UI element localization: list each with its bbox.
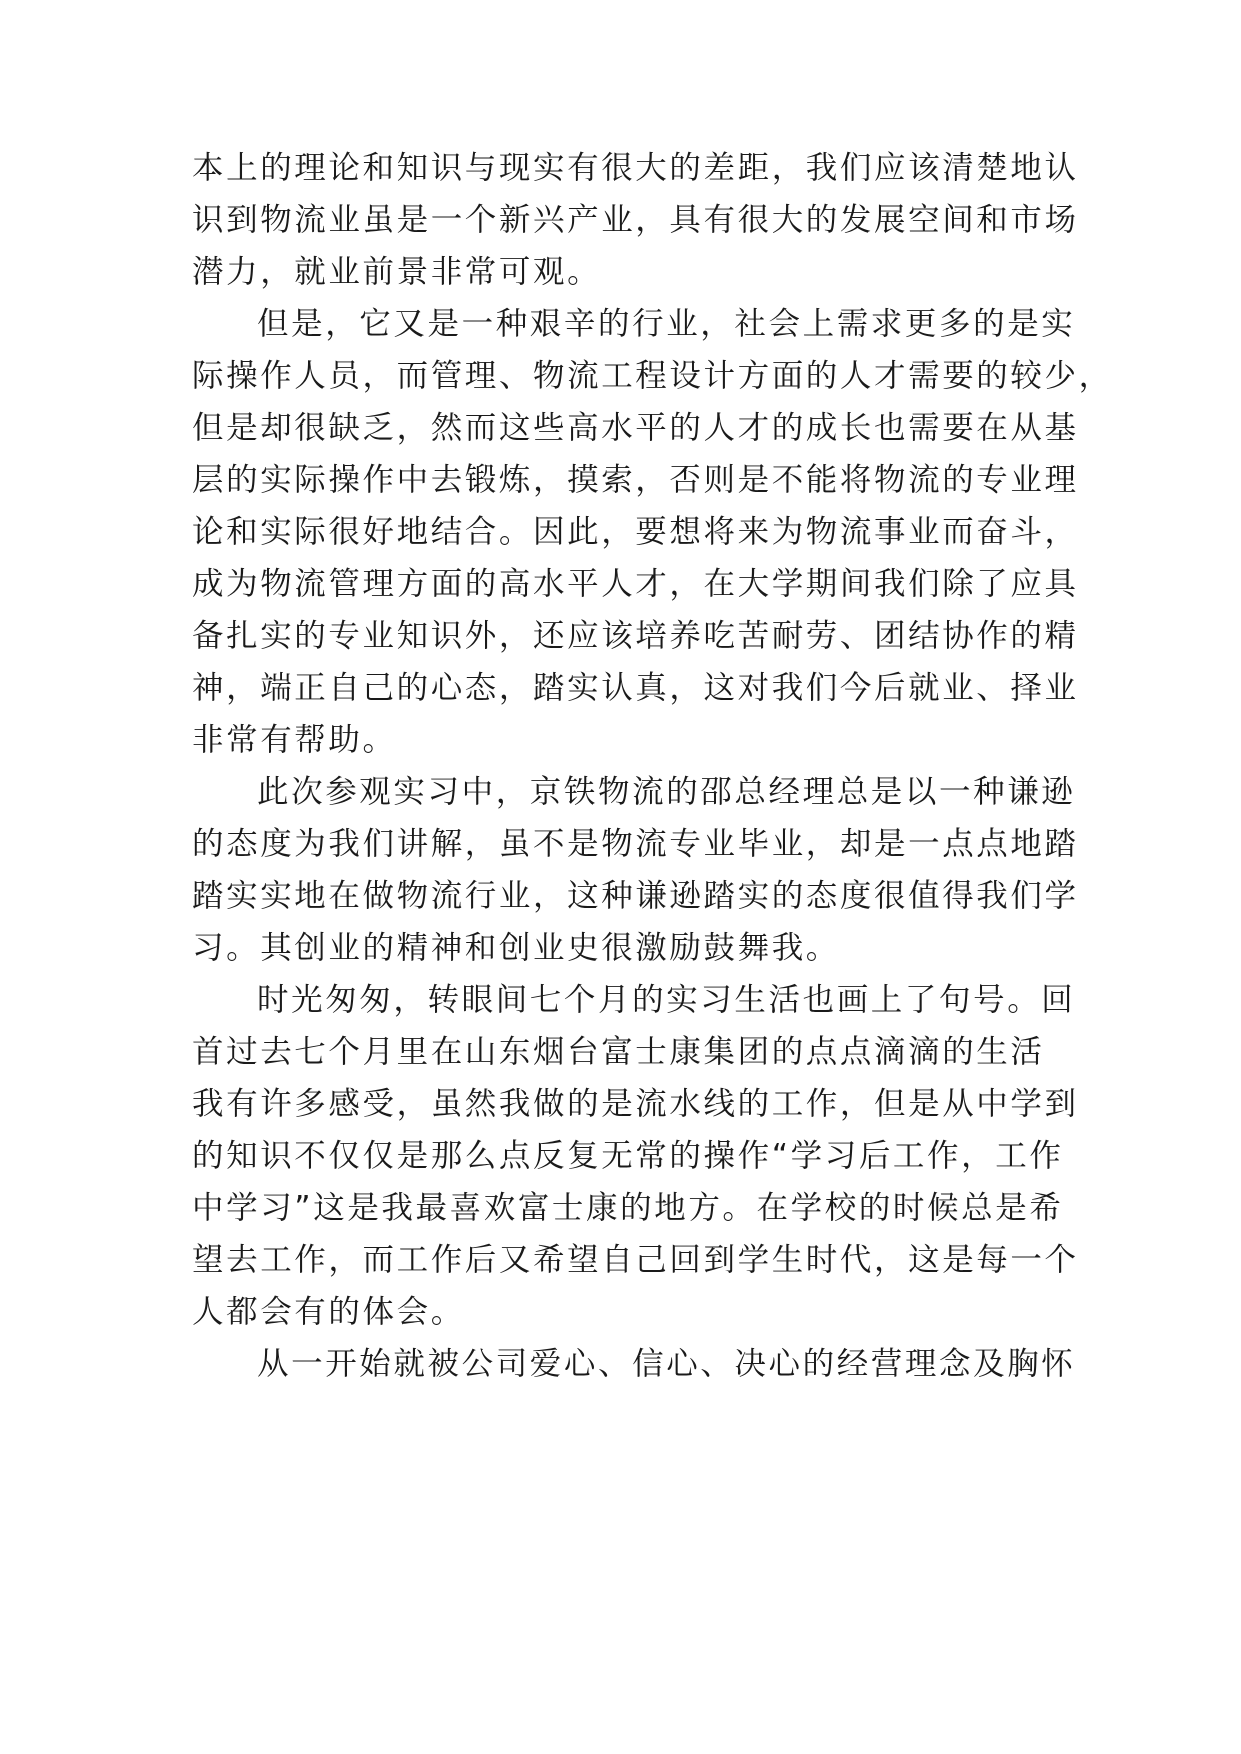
text-line: 层的实际操作中去锻炼，摸索，否则是不能将物流的专业理 xyxy=(192,462,1079,498)
text-line: 但是却很缺乏，然而这些高水平的人才的成长也需要在从基 xyxy=(192,410,1079,446)
text-line: 习。其创业的精神和创业史很激励鼓舞我。 xyxy=(192,930,840,966)
text-line: 成为物流管理方面的高水平人才，在大学期间我们除了应具 xyxy=(192,566,1079,602)
text-line: 的态度为我们讲解，虽不是物流专业毕业，却是一点点地踏 xyxy=(192,826,1079,862)
paragraph-start-line: 此次参观实习中，京铁物流的邵总经理总是以一种谦逊 xyxy=(257,774,1076,810)
text-line: 本上的理论和知识与现实有很大的差距，我们应该清楚地认 xyxy=(192,150,1079,186)
text-line: 际操作人员，而管理、物流工程设计方面的人才需要的较少， xyxy=(192,358,1113,394)
text-line: 非常有帮助。 xyxy=(192,722,397,758)
text-line: 神，端正自己的心态，踏实认真，这对我们今后就业、择业 xyxy=(192,670,1079,706)
paragraph-start-line: 时光匆匆，转眼间七个月的实习生活也画上了句号。回 xyxy=(257,982,1076,1018)
text-line: 潜力，就业前景非常可观。 xyxy=(192,254,602,290)
text-line: 的知识不仅仅是那么点反复无常的操作“学习后工作，工作 xyxy=(192,1138,1064,1174)
text-line: 中学习”这是我最喜欢富士康的地方。在学校的时候总是希 xyxy=(192,1190,1064,1226)
text-line: 识到物流业虽是一个新兴产业，具有很大的发展空间和市场 xyxy=(192,202,1079,238)
text-line: 人都会有的体会。 xyxy=(192,1294,465,1330)
text-line: 论和实际很好地结合。因此，要想将来为物流事业而奋斗， xyxy=(192,514,1079,550)
paragraph-start-line: 从一开始就被公司爱心、信心、决心的经营理念及胸怀 xyxy=(257,1346,1076,1382)
text-line: 踏实实地在做物流行业，这种谦逊踏实的态度很值得我们学 xyxy=(192,878,1079,914)
text-line: 望去工作，而工作后又希望自己回到学生时代，这是每一个 xyxy=(192,1242,1079,1278)
text-line: 我有许多感受，虽然我做的是流水线的工作，但是从中学到 xyxy=(192,1086,1079,1122)
text-line: 首过去七个月里在山东烟台富士康集团的点点滴滴的生活 xyxy=(192,1034,1045,1070)
text-line: 备扎实的专业知识外，还应该培养吃苦耐劳、团结协作的精 xyxy=(192,618,1079,654)
paragraph-start-line: 但是，它又是一种艰辛的行业，社会上需求更多的是实 xyxy=(257,306,1076,342)
